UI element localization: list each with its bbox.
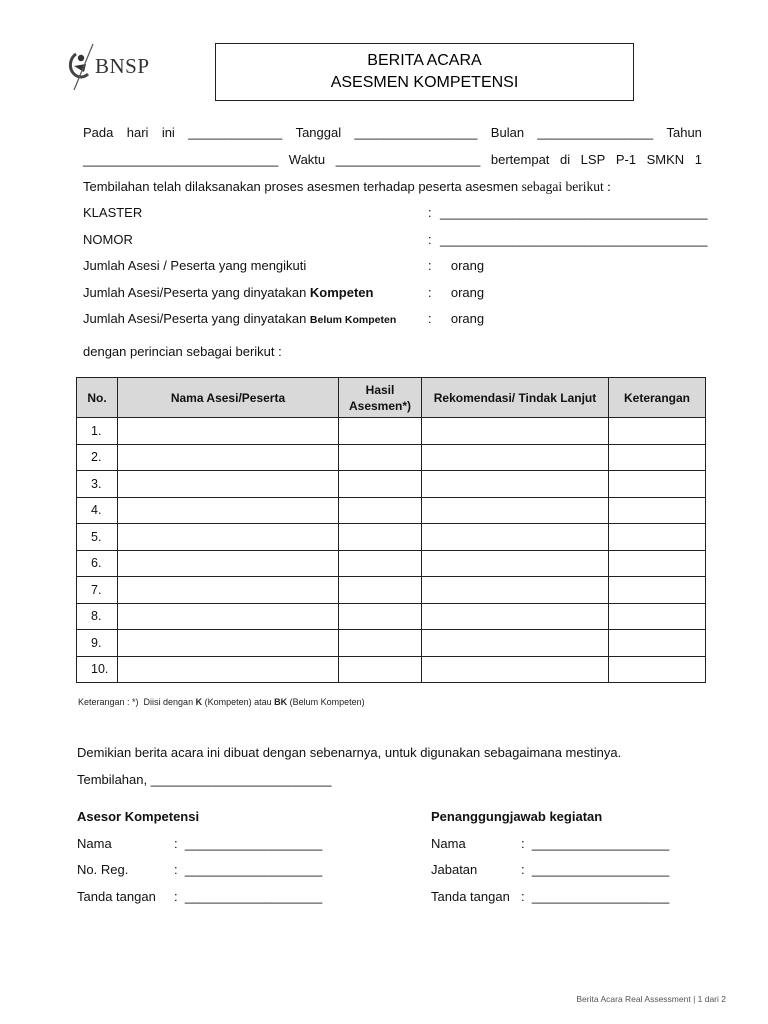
field-participants-value[interactable]: orang (440, 258, 485, 273)
field-not-competent-colon: : (428, 311, 432, 326)
date-blank[interactable]: _________________ (354, 125, 478, 140)
intro-line-1: Pada hari ini _____________ Tanggal _________________ Bulan ________________ Tahun (83, 125, 702, 140)
table-row: 9. (77, 630, 706, 657)
responsible-position-label: Jabatan (431, 862, 478, 877)
field-competent-colon: : (428, 285, 432, 300)
assessor-heading: Asesor Kompetensi (77, 809, 200, 824)
intro-line-3: Tembilahan telah dilaksanakan proses asesmen terhadap peserta asesmen sebagai berikut : (83, 179, 611, 194)
responsible-name-value[interactable]: : ___________________ (521, 836, 670, 851)
table-row: 8. (77, 603, 706, 630)
field-nomor-label: NOMOR (83, 232, 133, 247)
responsible-signature-value[interactable]: : ___________________ (521, 889, 670, 904)
field-competent-label: Jumlah Asesi/Peserta yang dinyatakan Kompeten (83, 285, 374, 300)
page-footer: Berita Acara Real Assessment | 1 dari 2 (576, 994, 726, 1004)
table-row: 7. (77, 577, 706, 604)
field-nomor-value[interactable]: _____________________________________ (440, 232, 708, 247)
assessor-signature-value[interactable]: : ___________________ (174, 889, 323, 904)
field-competent-value[interactable]: orang (440, 285, 485, 300)
detail-intro: dengan perincian sebagai berikut : (83, 344, 282, 359)
table-row: 5. (77, 524, 706, 551)
assessor-name-value[interactable]: : ___________________ (174, 836, 323, 851)
header-notes: Keterangan (609, 378, 706, 418)
participants-table (76, 377, 706, 683)
field-klaster-value[interactable]: _____________________________________ (440, 205, 708, 220)
logo-text: BNSP (95, 54, 150, 78)
table-row: 3. (77, 471, 706, 498)
title-line-1: BERITA ACARA (367, 52, 482, 69)
table-row: 4. (77, 497, 706, 524)
responsible-position-value[interactable]: : ___________________ (521, 862, 670, 877)
assessor-signature-label: Tanda tangan (77, 889, 156, 904)
field-klaster-colon: : (428, 205, 432, 220)
responsible-heading: Penanggungjawab kegiatan (431, 809, 603, 824)
field-nomor-colon: : (428, 232, 432, 247)
header-no: No. (77, 378, 118, 418)
header-result: Hasil Asesmen*) (339, 378, 422, 418)
field-klaster-label: KLASTER (83, 205, 143, 220)
place-line[interactable]: Tembilahan, _________________________ (77, 772, 332, 787)
field-not-competent-value[interactable]: orang (440, 311, 485, 326)
table-row: 6. (77, 550, 706, 577)
responsible-signature-label: Tanda tangan (431, 889, 510, 904)
day-blank[interactable]: _____________ (188, 125, 283, 140)
assessor-reg-label: No. Reg. (77, 862, 129, 877)
time-blank[interactable]: ____________________ (335, 152, 481, 167)
month-blank[interactable]: ________________ (537, 125, 654, 140)
assessor-reg-value[interactable]: : ___________________ (174, 862, 323, 877)
field-not-competent-label: Jumlah Asesi/Peserta yang dinyatakan Belum Kompeten (83, 311, 397, 326)
responsible-name-label: Nama (431, 836, 466, 851)
table-row: 2. (77, 444, 706, 471)
field-participants-colon: : (428, 258, 432, 273)
document-title-box (215, 43, 634, 101)
year-blank[interactable]: ___________________________ (83, 152, 279, 167)
table-row: 1. (77, 418, 706, 445)
header-recommendation: Rekomendasi/ Tindak Lanjut (422, 378, 609, 418)
closing-statement: Demikian berita acara ini dibuat dengan sebenarnya, untuk digunakan sebagaimana mestinya. (77, 745, 622, 760)
assessor-name-label: Nama (77, 836, 112, 851)
intro-line-2: ___________________________ Waktu ____________________ bertempat di LSP P-1 SMKN 1 (83, 152, 702, 167)
table-row: 10. (77, 656, 706, 683)
field-participants-label: Jumlah Asesi / Peserta yang mengikuti (83, 258, 307, 273)
table-header-row (77, 378, 706, 418)
header-name: Nama Asesi/Peserta (118, 378, 339, 418)
table-footnote: Keterangan : *) Diisi dengan K (Kompeten) atau BK (Belum Kompeten) (78, 697, 365, 707)
title-line-2: ASESMEN KOMPETENSI (330, 74, 519, 91)
